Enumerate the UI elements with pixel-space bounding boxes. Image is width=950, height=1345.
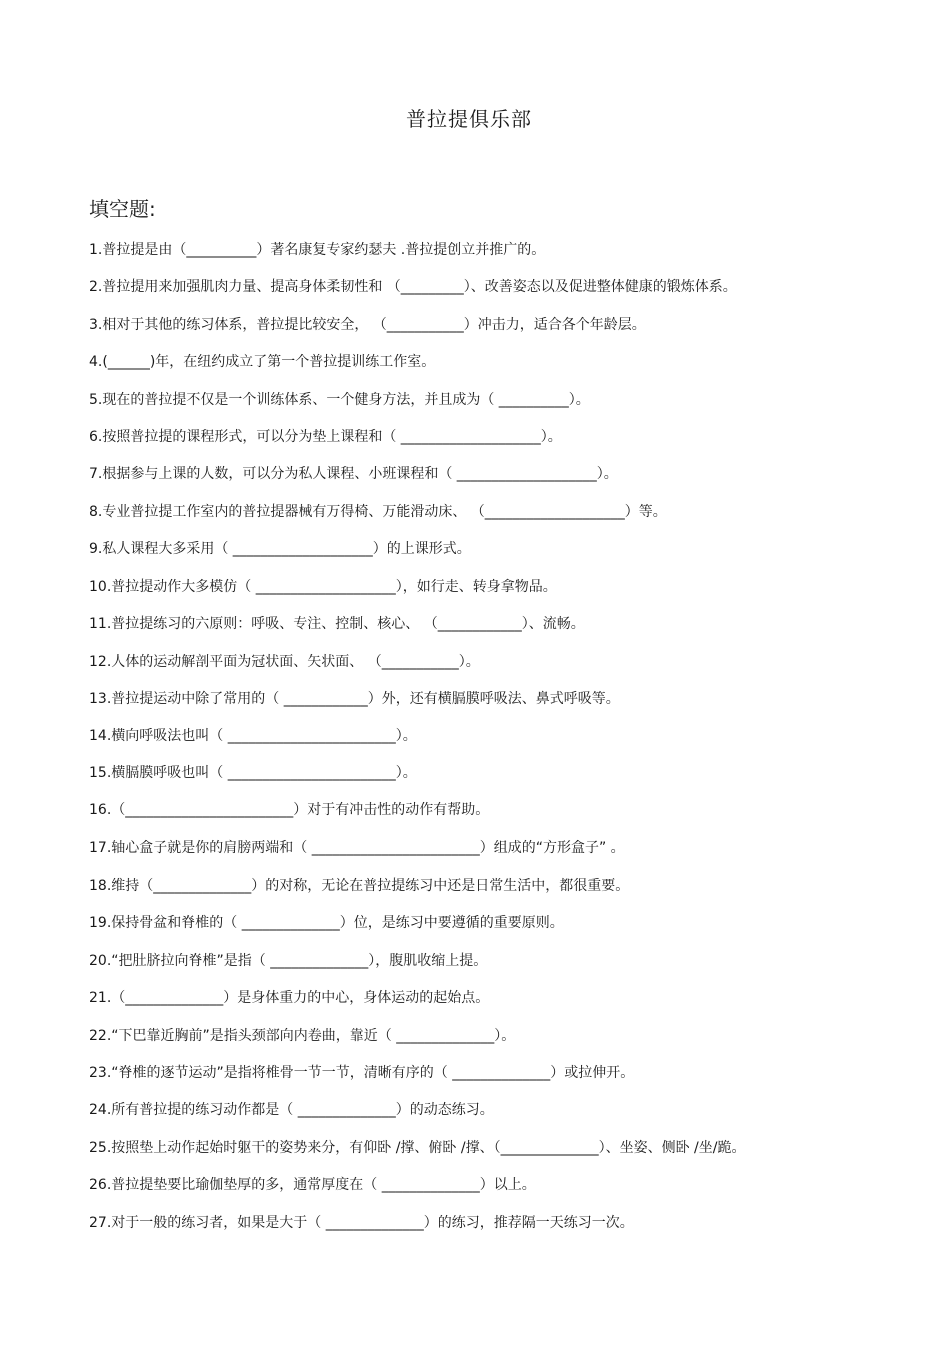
question-item: 11.普拉提练习的六原则：呼吸、专注、控制、核心、 （____________）、流畅。 — [89, 616, 585, 632]
question-item: 6.按照普拉提的课程形式，可以分为垫上课程和（ ____________________）。 — [89, 429, 562, 445]
question-item: 2.普拉提用来加强肌肉力量、提高身体柔韧性和 （_________）、改善姿态以及促进整体健康的锻炼体系。 — [89, 279, 737, 295]
question-item: 23.“脊椎的逐节运动”是指将椎骨一节一节，清晰有序的（ ______________）或拉伸开。 — [89, 1065, 635, 1081]
question-item: 10.普拉提动作大多模仿（ ____________________），如行走、转身拿物品。 — [89, 579, 557, 595]
question-item: 9.私人课程大多采用（ ____________________）的上课形式。 — [89, 541, 471, 557]
question-item: 19.保持骨盆和脊椎的（ ______________）位，是练习中要遵循的重要原则。 — [89, 915, 564, 931]
question-item: 5.现在的普拉提不仅是一个训练体系、一个健身方法，并且成为（ __________）。 — [89, 392, 590, 408]
question-item: 24.所有普拉提的练习动作都是（ ______________）的动态练习。 — [89, 1102, 494, 1118]
question-item: 17.轴心盒子就是你的肩膀两端和（ ________________________）组成的“方形盒子” 。 — [89, 840, 625, 856]
question-item: 18.维持（______________）的对称，无论在普拉提练习中还是日常生活中，都很重要。 — [89, 878, 630, 894]
question-item: 21.（______________）是身体重力的中心，身体运动的起始点。 — [89, 990, 490, 1006]
question-item: 8.专业普拉提工作室内的普拉提器械有万得椅、万能滑动床、 （____________________）等。 — [89, 504, 667, 520]
question-item: 20.“把肚脐拉向脊椎”是指（ ______________），腹肌收缩上提。 — [89, 953, 488, 969]
question-item: 4.(______)年，在纽约成立了第一个普拉提训练工作室。 — [89, 354, 436, 370]
question-item: 26.普拉提垫要比瑜伽垫厚的多，通常厚度在（ ______________）以上。 — [89, 1177, 536, 1193]
question-item: 22.“下巴靠近胸前”是指头颈部向内卷曲，靠近（ ______________）。 — [89, 1028, 516, 1044]
question-item: 25.按照垫上动作起始时躯干的姿势来分，有仰卧 /撑、俯卧 /撑、（______________）、坐姿、侧卧 /坐/跪。 — [89, 1140, 746, 1156]
question-item: 15.横膈膜呼吸也叫（ ________________________）。 — [89, 765, 417, 781]
question-item: 16.（________________________）对于有冲击性的动作有帮助。 — [89, 802, 490, 818]
section-heading: 填空题: — [89, 197, 156, 221]
document-title: 普拉提俱乐部 — [406, 107, 532, 131]
question-item: 13.普拉提运动中除了常用的（ ____________）外，还有横膈膜呼吸法、鼻式呼吸等。 — [89, 691, 620, 707]
question-item: 27.对于一般的练习者，如果是大于（ ______________）的练习，推荐隔一天练习一次。 — [89, 1215, 634, 1231]
question-item: 3.相对于其他的练习体系，普拉提比较安全， （___________）冲击力，适合各个年龄层。 — [89, 317, 646, 333]
question-item: 1.普拉提是由（__________）著名康复专家约瑟夫 .普拉提创立并推广的。 — [89, 242, 546, 258]
question-item: 12.人体的运动解剖平面为冠状面、矢状面、 （___________）。 — [89, 654, 480, 670]
question-item: 14.横向呼吸法也叫（ ________________________）。 — [89, 728, 417, 744]
question-item: 7.根据参与上课的人数，可以分为私人课程、小班课程和（ ____________________）。 — [89, 466, 618, 482]
